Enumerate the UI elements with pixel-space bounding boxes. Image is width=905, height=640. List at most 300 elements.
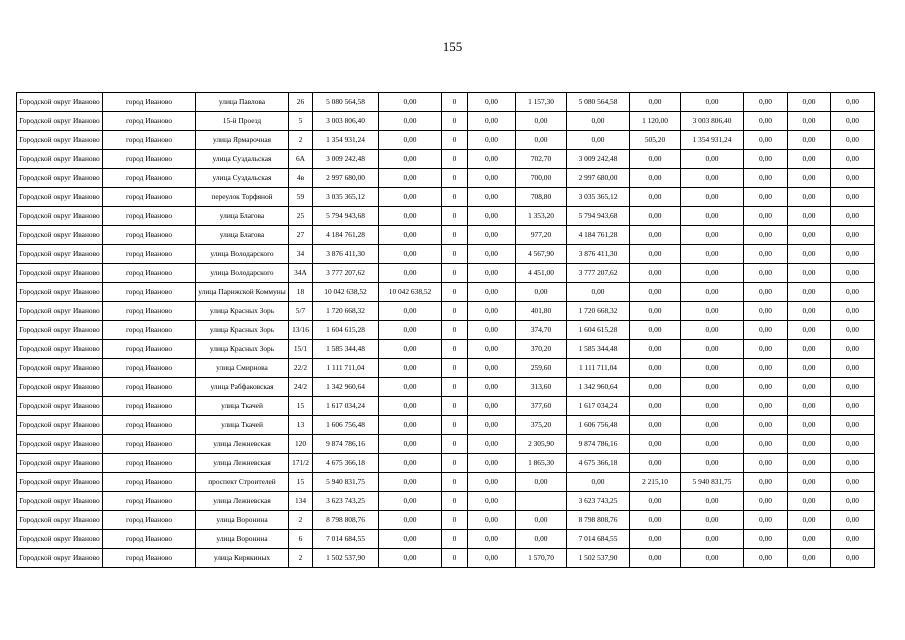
cell-total-cost: 1 720 668,32 (313, 302, 379, 321)
cell-house-number: 120 (289, 435, 313, 454)
cell-total-cost: 3 623 743,25 (313, 492, 379, 511)
cell-col-6: 0,00 (379, 264, 442, 283)
cell-district: Городской округ Иваново (17, 283, 103, 302)
cell-col-7: 0 (442, 112, 468, 131)
table-row (17, 340, 875, 359)
cell-col-14: 0,00 (788, 492, 831, 511)
cell-amount-2: 0,00 (681, 321, 744, 340)
cell-street: улица Павлова (196, 93, 289, 112)
cell-street: улица Смирнова (196, 359, 289, 378)
table-row (17, 397, 875, 416)
cell-col-13: 0,00 (744, 416, 788, 435)
cell-col-6: 0,00 (379, 511, 442, 530)
cell-district: Городской округ Иваново (17, 321, 103, 340)
cell-total-cost: 1 342 960,64 (313, 378, 379, 397)
cell-col-8: 0,00 (468, 473, 516, 492)
cell-district: Городской округ Иваново (17, 473, 103, 492)
cell-col-7: 0 (442, 93, 468, 112)
cell-amount-2: 0,00 (681, 283, 744, 302)
cell-col-13: 0,00 (744, 93, 788, 112)
cell-area-2: 0,00 (630, 264, 681, 283)
cell-col-15: 0,00 (831, 283, 875, 302)
cell-area-1: 977,20 (516, 226, 567, 245)
table-body (17, 93, 875, 568)
cell-district: Городской округ Иваново (17, 511, 103, 530)
cell-house-number: 134 (289, 492, 313, 511)
cell-street: проспект Строителей (196, 473, 289, 492)
cell-amount-1: 4 675 366,18 (567, 454, 630, 473)
cell-amount-1: 1 604 615,28 (567, 321, 630, 340)
cell-col-14: 0,00 (788, 283, 831, 302)
table-row (17, 302, 875, 321)
cell-amount-2: 0,00 (681, 530, 744, 549)
cell-total-cost: 3 009 242,48 (313, 150, 379, 169)
cell-col-13: 0,00 (744, 397, 788, 416)
cell-amount-1: 0,00 (567, 473, 630, 492)
table-row (17, 207, 875, 226)
cell-house-number: 59 (289, 188, 313, 207)
cell-area-2: 0,00 (630, 207, 681, 226)
cell-total-cost: 3 777 207,62 (313, 264, 379, 283)
cell-amount-1: 3 777 207,62 (567, 264, 630, 283)
cell-col-8: 0,00 (468, 435, 516, 454)
cell-house-number: 4в (289, 169, 313, 188)
cell-area-1: 702,70 (516, 150, 567, 169)
cell-amount-2: 0,00 (681, 169, 744, 188)
cell-amount-1: 1 617 034,24 (567, 397, 630, 416)
cell-area-1 (516, 492, 567, 511)
cell-street: переулок Торфяной (196, 188, 289, 207)
cell-col-13: 0,00 (744, 378, 788, 397)
cell-area-1: 0,00 (516, 530, 567, 549)
cell-city: город Иваново (103, 112, 196, 131)
cell-district: Городской округ Иваново (17, 302, 103, 321)
cell-amount-1: 2 997 680,00 (567, 169, 630, 188)
cell-total-cost: 4 184 761,28 (313, 226, 379, 245)
cell-house-number: 24/2 (289, 378, 313, 397)
cell-col-7: 0 (442, 530, 468, 549)
cell-col-13: 0,00 (744, 359, 788, 378)
table-row (17, 378, 875, 397)
cell-col-14: 0,00 (788, 131, 831, 150)
cell-area-2: 0,00 (630, 245, 681, 264)
table-row (17, 93, 875, 112)
table-row (17, 549, 875, 568)
cell-area-2: 0,00 (630, 492, 681, 511)
cell-city: город Иваново (103, 549, 196, 568)
cell-col-15: 0,00 (831, 473, 875, 492)
cell-city: город Иваново (103, 340, 196, 359)
cell-total-cost: 3 003 806,40 (313, 112, 379, 131)
cell-col-15: 0,00 (831, 511, 875, 530)
cell-col-13: 0,00 (744, 549, 788, 568)
cell-amount-1: 3 623 743,25 (567, 492, 630, 511)
cell-street: улица Суздальская (196, 150, 289, 169)
cell-district: Городской округ Иваново (17, 245, 103, 264)
cell-district: Городской округ Иваново (17, 207, 103, 226)
cell-area-1: 4 451,00 (516, 264, 567, 283)
cell-street: улица Парижской Коммуны (196, 283, 289, 302)
cell-city: город Иваново (103, 530, 196, 549)
cell-house-number: 26 (289, 93, 313, 112)
cell-col-13: 0,00 (744, 150, 788, 169)
cell-total-cost: 1 604 615,28 (313, 321, 379, 340)
cell-col-13: 0,00 (744, 530, 788, 549)
cell-col-13: 0,00 (744, 245, 788, 264)
cell-house-number: 171/2 (289, 454, 313, 473)
cell-district: Городской округ Иваново (17, 530, 103, 549)
table-row (17, 169, 875, 188)
cell-col-8: 0,00 (468, 112, 516, 131)
cell-col-15: 0,00 (831, 302, 875, 321)
cell-col-7: 0 (442, 131, 468, 150)
cell-house-number: 5/7 (289, 302, 313, 321)
cell-amount-1: 1 342 960,64 (567, 378, 630, 397)
cell-area-1: 0,00 (516, 473, 567, 492)
cell-col-8: 0,00 (468, 188, 516, 207)
cell-col-8: 0,00 (468, 150, 516, 169)
cell-district: Городской округ Иваново (17, 264, 103, 283)
cell-col-15: 0,00 (831, 226, 875, 245)
cell-col-13: 0,00 (744, 226, 788, 245)
cell-area-2: 0,00 (630, 454, 681, 473)
cell-amount-2: 0,00 (681, 435, 744, 454)
cell-col-6: 0,00 (379, 93, 442, 112)
cell-col-7: 0 (442, 245, 468, 264)
table-row (17, 511, 875, 530)
cell-col-7: 0 (442, 264, 468, 283)
cell-col-14: 0,00 (788, 169, 831, 188)
cell-col-7: 0 (442, 321, 468, 340)
cell-col-14: 0,00 (788, 245, 831, 264)
cell-col-13: 0,00 (744, 112, 788, 131)
cell-total-cost: 5 080 564,58 (313, 93, 379, 112)
cell-amount-1: 4 184 761,28 (567, 226, 630, 245)
cell-house-number: 34А (289, 264, 313, 283)
cell-total-cost: 5 794 943,68 (313, 207, 379, 226)
cell-col-6: 0,00 (379, 226, 442, 245)
cell-amount-2: 0,00 (681, 188, 744, 207)
cell-city: город Иваново (103, 93, 196, 112)
cell-col-7: 0 (442, 340, 468, 359)
cell-district: Городской округ Иваново (17, 112, 103, 131)
cell-area-1: 0,00 (516, 112, 567, 131)
table-row (17, 359, 875, 378)
cell-district: Городской округ Иваново (17, 226, 103, 245)
cell-street: улица Воронина (196, 530, 289, 549)
cell-house-number: 13 (289, 416, 313, 435)
cell-amount-2: 0,00 (681, 359, 744, 378)
cell-col-14: 0,00 (788, 454, 831, 473)
cell-city: город Иваново (103, 511, 196, 530)
cell-amount-1: 0,00 (567, 131, 630, 150)
cell-col-15: 0,00 (831, 435, 875, 454)
table-row (17, 321, 875, 340)
cell-amount-1: 1 502 537,90 (567, 549, 630, 568)
cell-area-2: 0,00 (630, 169, 681, 188)
cell-city: город Иваново (103, 245, 196, 264)
cell-street: улица Лежневская (196, 435, 289, 454)
cell-col-14: 0,00 (788, 359, 831, 378)
cell-col-15: 0,00 (831, 112, 875, 131)
cell-amount-1: 0,00 (567, 283, 630, 302)
cell-col-8: 0,00 (468, 378, 516, 397)
cell-house-number: 22/2 (289, 359, 313, 378)
cell-amount-2: 0,00 (681, 511, 744, 530)
cell-amount-1: 1 111 711,04 (567, 359, 630, 378)
cell-col-14: 0,00 (788, 321, 831, 340)
cell-total-cost: 1 606 756,48 (313, 416, 379, 435)
cell-col-7: 0 (442, 473, 468, 492)
cell-area-1: 708,80 (516, 188, 567, 207)
cell-street: улица Благова (196, 207, 289, 226)
cell-col-6: 0,00 (379, 112, 442, 131)
cell-col-7: 0 (442, 378, 468, 397)
cell-area-1: 313,60 (516, 378, 567, 397)
cell-col-13: 0,00 (744, 302, 788, 321)
cell-col-15: 0,00 (831, 131, 875, 150)
cell-col-6: 0,00 (379, 131, 442, 150)
cell-area-2: 0,00 (630, 530, 681, 549)
cell-col-14: 0,00 (788, 340, 831, 359)
cell-col-14: 0,00 (788, 416, 831, 435)
cell-city: город Иваново (103, 302, 196, 321)
cell-col-15: 0,00 (831, 93, 875, 112)
cell-col-6: 0,00 (379, 188, 442, 207)
cell-amount-1: 1 606 756,48 (567, 416, 630, 435)
cell-col-6: 0,00 (379, 397, 442, 416)
cell-amount-2: 0,00 (681, 416, 744, 435)
cell-col-7: 0 (442, 397, 468, 416)
cell-area-2: 0,00 (630, 340, 681, 359)
cell-street: 15-й Проезд (196, 112, 289, 131)
cell-area-2: 0,00 (630, 435, 681, 454)
cell-col-13: 0,00 (744, 511, 788, 530)
cell-col-13: 0,00 (744, 492, 788, 511)
cell-amount-2: 0,00 (681, 340, 744, 359)
cell-district: Городской округ Иваново (17, 397, 103, 416)
table-row (17, 112, 875, 131)
cell-col-15: 0,00 (831, 321, 875, 340)
cell-city: город Иваново (103, 397, 196, 416)
cell-street: улица Лежневская (196, 454, 289, 473)
cell-total-cost: 1 111 711,04 (313, 359, 379, 378)
cell-district: Городской округ Иваново (17, 359, 103, 378)
cell-house-number: 2 (289, 549, 313, 568)
cell-col-14: 0,00 (788, 549, 831, 568)
cell-col-8: 0,00 (468, 283, 516, 302)
cell-amount-1: 7 014 684,55 (567, 530, 630, 549)
cell-area-1: 1 865,30 (516, 454, 567, 473)
cell-street: улица Красных Зорь (196, 302, 289, 321)
cell-area-1: 377,60 (516, 397, 567, 416)
cell-amount-2: 0,00 (681, 207, 744, 226)
cell-col-6: 0,00 (379, 492, 442, 511)
cell-city: город Иваново (103, 435, 196, 454)
cell-street: улица Лежневская (196, 492, 289, 511)
cell-amount-1: 5 794 943,68 (567, 207, 630, 226)
cell-total-cost: 2 997 680,00 (313, 169, 379, 188)
cell-col-6: 0,00 (379, 245, 442, 264)
cell-col-14: 0,00 (788, 511, 831, 530)
cell-col-8: 0,00 (468, 416, 516, 435)
cell-city: город Иваново (103, 359, 196, 378)
cell-total-cost: 1 617 034,24 (313, 397, 379, 416)
cell-total-cost: 3 876 411,30 (313, 245, 379, 264)
cell-col-6: 0,00 (379, 340, 442, 359)
cell-area-1: 4 567,90 (516, 245, 567, 264)
cell-col-14: 0,00 (788, 530, 831, 549)
cell-street: улица Ткачей (196, 416, 289, 435)
cell-amount-2: 0,00 (681, 226, 744, 245)
table-row (17, 416, 875, 435)
cell-col-8: 0,00 (468, 359, 516, 378)
cell-city: город Иваново (103, 378, 196, 397)
cell-col-15: 0,00 (831, 549, 875, 568)
cell-col-6: 0,00 (379, 378, 442, 397)
data-table (16, 92, 875, 568)
cell-col-8: 0,00 (468, 530, 516, 549)
cell-col-8: 0,00 (468, 93, 516, 112)
cell-col-6: 0,00 (379, 473, 442, 492)
cell-col-15: 0,00 (831, 264, 875, 283)
cell-col-8: 0,00 (468, 549, 516, 568)
cell-house-number: 27 (289, 226, 313, 245)
cell-area-1: 1 157,30 (516, 93, 567, 112)
cell-area-2: 0,00 (630, 511, 681, 530)
cell-col-7: 0 (442, 416, 468, 435)
cell-area-2: 0,00 (630, 321, 681, 340)
cell-col-13: 0,00 (744, 169, 788, 188)
cell-area-2: 0,00 (630, 226, 681, 245)
cell-col-13: 0,00 (744, 207, 788, 226)
cell-col-7: 0 (442, 188, 468, 207)
cell-col-14: 0,00 (788, 150, 831, 169)
cell-col-13: 0,00 (744, 131, 788, 150)
cell-total-cost: 1 585 344,48 (313, 340, 379, 359)
cell-street: улица Рабфаковская (196, 378, 289, 397)
cell-house-number: 6 (289, 530, 313, 549)
cell-col-15: 0,00 (831, 397, 875, 416)
cell-house-number: 25 (289, 207, 313, 226)
table-row (17, 188, 875, 207)
cell-col-8: 0,00 (468, 169, 516, 188)
cell-amount-1: 3 876 411,30 (567, 245, 630, 264)
cell-col-6: 0,00 (379, 454, 442, 473)
cell-col-13: 0,00 (744, 188, 788, 207)
cell-street: улица Красных Зорь (196, 340, 289, 359)
cell-area-1: 0,00 (516, 131, 567, 150)
cell-street: улица Красных Зорь (196, 321, 289, 340)
cell-area-1: 1 353,20 (516, 207, 567, 226)
cell-city: город Иваново (103, 131, 196, 150)
cell-amount-2: 0,00 (681, 302, 744, 321)
cell-area-2: 2 215,10 (630, 473, 681, 492)
cell-total-cost: 1 354 931,24 (313, 131, 379, 150)
cell-area-2: 0,00 (630, 549, 681, 568)
cell-area-1: 374,70 (516, 321, 567, 340)
cell-house-number: 18 (289, 283, 313, 302)
cell-house-number: 6А (289, 150, 313, 169)
cell-amount-2: 0,00 (681, 492, 744, 511)
cell-district: Городской округ Иваново (17, 378, 103, 397)
cell-col-14: 0,00 (788, 264, 831, 283)
cell-col-8: 0,00 (468, 207, 516, 226)
cell-total-cost: 9 874 786,16 (313, 435, 379, 454)
cell-area-2: 505,20 (630, 131, 681, 150)
cell-district: Городской округ Иваново (17, 93, 103, 112)
cell-amount-1: 5 080 564,58 (567, 93, 630, 112)
cell-col-7: 0 (442, 359, 468, 378)
cell-amount-1: 3 035 365,12 (567, 188, 630, 207)
cell-area-1: 2 305,90 (516, 435, 567, 454)
table-row (17, 435, 875, 454)
cell-area-1: 259,60 (516, 359, 567, 378)
cell-col-13: 0,00 (744, 283, 788, 302)
cell-district: Городской округ Иваново (17, 188, 103, 207)
cell-district: Городской округ Иваново (17, 416, 103, 435)
cell-street: улица Суздальская (196, 169, 289, 188)
cell-col-8: 0,00 (468, 492, 516, 511)
cell-col-6: 0,00 (379, 302, 442, 321)
cell-city: город Иваново (103, 169, 196, 188)
cell-total-cost: 5 940 831,75 (313, 473, 379, 492)
cell-city: город Иваново (103, 226, 196, 245)
cell-col-14: 0,00 (788, 302, 831, 321)
cell-col-6: 10 042 638,52 (379, 283, 442, 302)
table-row (17, 226, 875, 245)
cell-col-14: 0,00 (788, 188, 831, 207)
cell-city: город Иваново (103, 473, 196, 492)
cell-street: улица Воронина (196, 511, 289, 530)
cell-col-15: 0,00 (831, 169, 875, 188)
table-row (17, 131, 875, 150)
cell-col-6: 0,00 (379, 549, 442, 568)
cell-amount-2: 0,00 (681, 245, 744, 264)
table-row (17, 454, 875, 473)
cell-area-2: 0,00 (630, 93, 681, 112)
cell-col-15: 0,00 (831, 207, 875, 226)
cell-col-8: 0,00 (468, 454, 516, 473)
cell-area-1: 0,00 (516, 511, 567, 530)
cell-col-6: 0,00 (379, 435, 442, 454)
cell-city: город Иваново (103, 492, 196, 511)
cell-col-13: 0,00 (744, 473, 788, 492)
cell-col-15: 0,00 (831, 188, 875, 207)
cell-amount-2: 1 354 931,24 (681, 131, 744, 150)
cell-area-2: 0,00 (630, 397, 681, 416)
cell-col-7: 0 (442, 150, 468, 169)
cell-amount-2: 0,00 (681, 549, 744, 568)
cell-house-number: 2 (289, 511, 313, 530)
table-row (17, 473, 875, 492)
table-row (17, 150, 875, 169)
cell-col-6: 0,00 (379, 207, 442, 226)
cell-col-7: 0 (442, 302, 468, 321)
cell-amount-2: 0,00 (681, 150, 744, 169)
cell-col-8: 0,00 (468, 397, 516, 416)
cell-area-1: 0,00 (516, 283, 567, 302)
cell-col-8: 0,00 (468, 226, 516, 245)
cell-city: город Иваново (103, 283, 196, 302)
cell-col-8: 0,00 (468, 340, 516, 359)
cell-col-14: 0,00 (788, 378, 831, 397)
cell-amount-2: 0,00 (681, 397, 744, 416)
cell-amount-2: 0,00 (681, 378, 744, 397)
cell-city: город Иваново (103, 150, 196, 169)
cell-street: улица Благова (196, 226, 289, 245)
cell-street: улица Ткачей (196, 397, 289, 416)
